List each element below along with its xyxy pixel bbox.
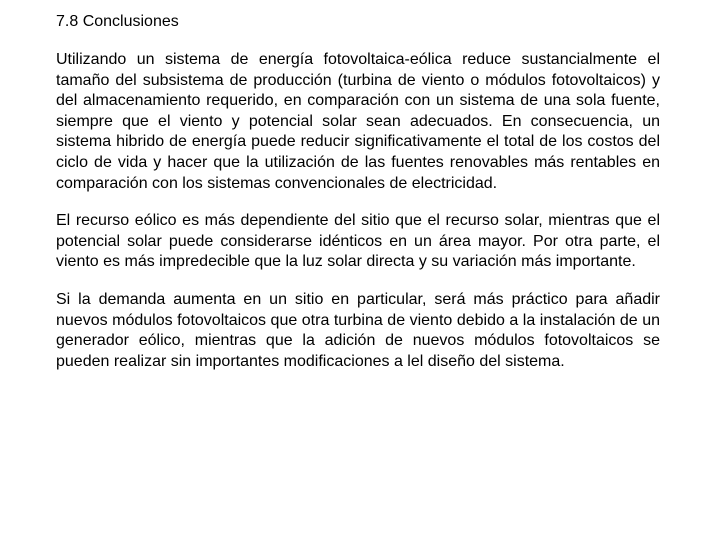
section-heading: 7.8 Conclusiones [56,13,179,30]
paragraph-2: El recurso eólico es más dependiente del sitio que el recurso solar, mientras que el potencial solar puede considerarse idénticos en un área mayor. Por otra parte, el viento es más impredecible que la luz solar directa y su variación más importante. [56,212,660,271]
paragraph-3: Si la demanda aumenta en un sitio en particular, será más práctico para añadir nuevos módulos fotovoltaicos que otra turbina de viento debido a la instalación de un generador eólico, mientras que la adición de nuevos módulos fotovoltaicos se pueden realizar sin importantes modificaciones a lel diseño del sistema. [56,290,660,370]
paragraph-1: Utilizando un sistema de energía fotovoltaica-eólica reduce sustancialmente el tamaño del subsistema de producción (turbina de viento o módulos fotovoltaicos) y del almacenamiento requerido, en comparación con un sistema de una sola fuente, siempre que el viento y potencial solar sean adecuados. En consecuencia, un sistema hibrido de energía puede reducir significativamente el total de los costos del ciclo de vida y hacer que la utilización de las fuentes renovables más rentables en comparación con los sistemas convencionales de electricidad. [56,51,660,192]
document-page [56,12,660,389]
